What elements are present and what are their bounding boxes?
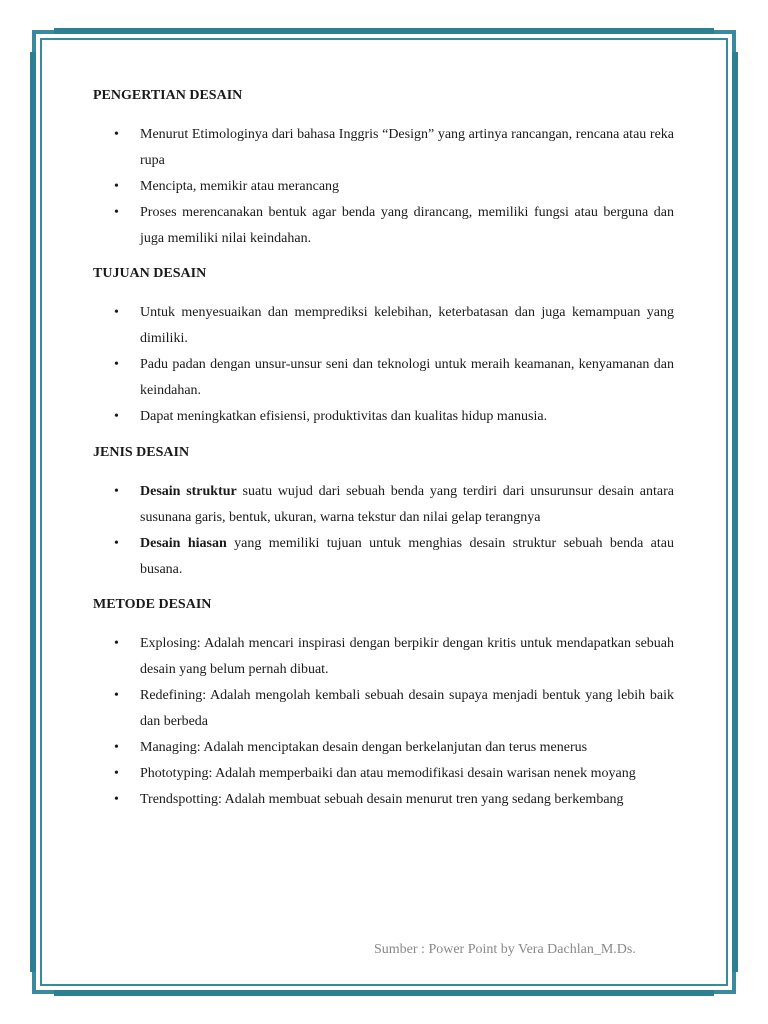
list-item <box>93 761 674 787</box>
border-bar-right <box>732 52 738 972</box>
item-text: Mencipta, memikir atau merancang <box>140 179 340 194</box>
border-bar-left <box>30 52 36 972</box>
list-item <box>93 735 674 761</box>
item-text: Dapat meningkatkan efisiensi, produktivitas dan kualitas hidup manusia. <box>140 409 548 424</box>
section-metode <box>93 595 674 813</box>
list-item <box>93 300 674 352</box>
item-text: Menurut Etimologinya dari bahasa Inggris “Design” yang artinya rancangan, rencana atau reka rupa <box>140 127 674 168</box>
section-pengertian <box>93 86 674 252</box>
list-item <box>93 122 674 174</box>
list-item <box>93 200 674 252</box>
item-text: Proses merencanakan bentuk agar benda yang dirancang, memiliki fungsi atau berguna dan juga memiliki nilai keindahan. <box>140 205 674 246</box>
bullet-list <box>93 122 674 252</box>
section-heading: PENGERTIAN DESAIN <box>93 88 243 103</box>
item-term: Desain struktur <box>140 484 237 499</box>
list-item <box>93 787 674 813</box>
border-bar-bottom <box>54 990 714 996</box>
item-text: Phototyping: Adalah memperbaiki dan atau memodifikasi desain warisan nenek moyang <box>140 766 636 781</box>
item-text: Trendspotting: Adalah membuat sebuah desain menurut tren yang sedang berkembang <box>140 792 624 807</box>
item-text: suatu wujud dari sebuah benda yang terdiri dari unsurunsur desain antara susunana garis, bentuk, ukuran, warna tekstur dan nilai gelap terangnya <box>140 484 674 525</box>
list-item <box>93 683 674 735</box>
section-heading: TUJUAN DESAIN <box>93 266 207 281</box>
item-text: Explosing: Adalah mencari inspirasi dengan berpikir dengan kritis untuk mendapatkan sebuah desain yang belum pernah dibuat. <box>140 636 674 677</box>
section-heading: METODE DESAIN <box>93 597 212 612</box>
list-item <box>93 404 674 430</box>
border-bar-top <box>54 28 714 34</box>
item-text: yang memiliki tujuan untuk menghias desain struktur sebuah benda atau busana. <box>140 536 674 577</box>
item-text: Redefining: Adalah mengolah kembali sebuah desain supaya menjadi bentuk yang lebih baik dan berbeda <box>140 688 674 729</box>
section-tujuan <box>93 264 674 430</box>
source-footer: Sumber : Power Point by Vera Dachlan_M.Ds. <box>374 942 636 957</box>
item-text: Untuk menyesuaikan dan memprediksi kelebihan, keterbatasan dan juga kemampuan yang dimiliki. <box>140 305 674 346</box>
bullet-list <box>93 631 674 813</box>
list-item <box>93 531 674 583</box>
list-item <box>93 174 674 200</box>
item-term: Desain hiasan <box>140 536 227 551</box>
bullet-list <box>93 479 674 583</box>
bullet-list <box>93 300 674 430</box>
section-jenis <box>93 443 674 583</box>
item-text: Managing: Adalah menciptakan desain dengan berkelanjutan dan terus menerus <box>140 740 588 755</box>
section-heading: JENIS DESAIN <box>93 445 190 460</box>
list-item <box>93 352 674 404</box>
list-item <box>93 479 674 531</box>
item-text: Padu padan dengan unsur-unsur seni dan teknologi untuk meraih keamanan, kenyamanan dan keindahan. <box>140 357 674 398</box>
list-item <box>93 631 674 683</box>
